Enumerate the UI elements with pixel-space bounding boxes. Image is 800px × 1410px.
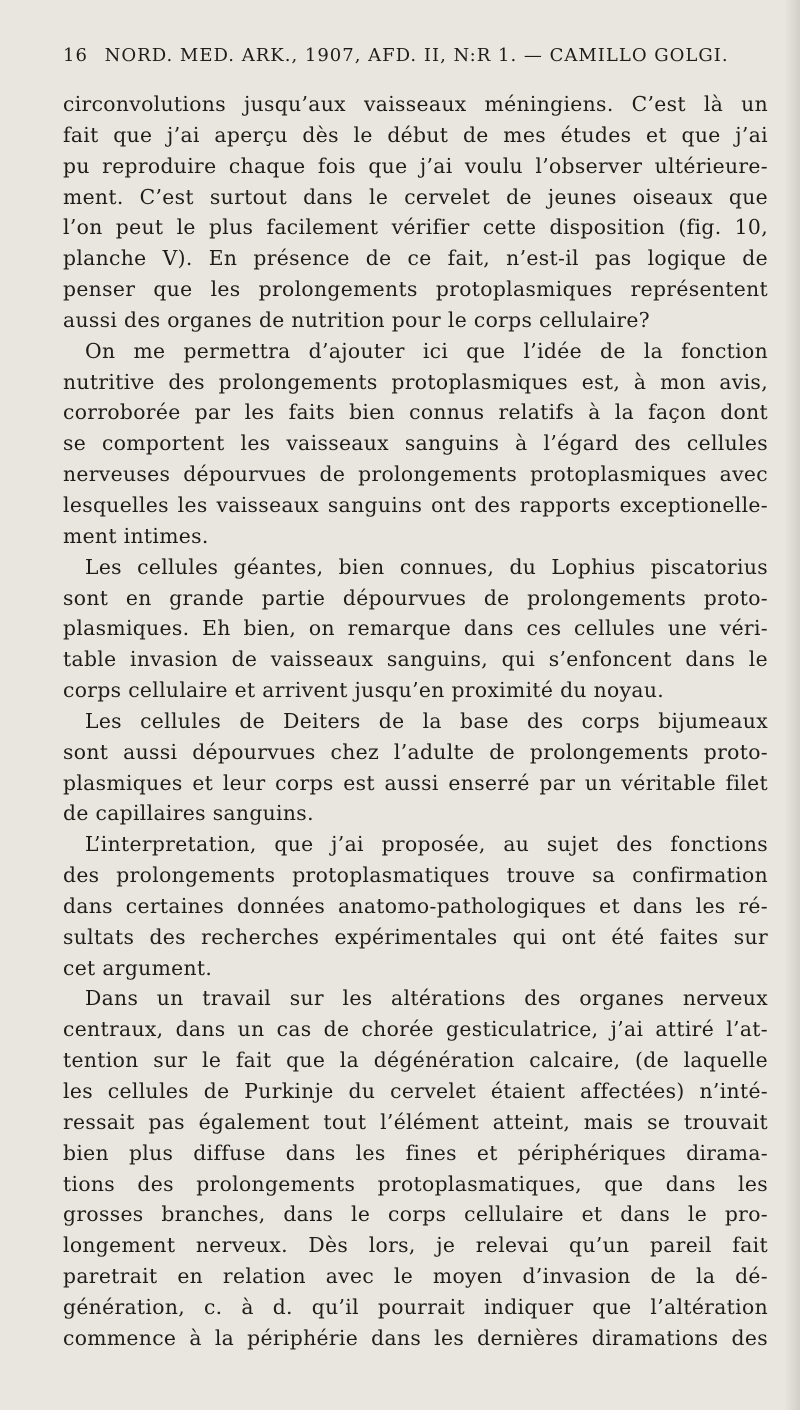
text-line: l’on peut le plus facilement vérifier cette disposition (fig. 10, — [63, 215, 768, 240]
text-line: de capillaires sanguins. — [63, 801, 314, 826]
text-line: des prolongements protoplasmatiques trouve sa confirmation — [63, 863, 768, 888]
text-line: sont en grande partie dépourvues de prolongements proto- — [63, 585, 768, 610]
text-line: circonvolutions jusqu’aux vaisseaux méningiens. C’est là un — [63, 92, 768, 116]
text-line: L’interpretation, que j’ai proposée, au sujet des fonctions — [85, 832, 768, 857]
text-line: On me permettra d’ajouter ici que l’idée de la fonction — [85, 338, 768, 363]
text-line: Les cellules géantes, bien connues, du Lophius piscatorius — [85, 554, 768, 579]
body-text — [63, 89, 768, 1354]
text-line: ment. C’est surtout dans le cervelet de jeunes oiseaux que — [63, 184, 768, 209]
text-line: aussi des organes de nutrition pour le corps cellulaire? — [63, 307, 650, 332]
text-line: les cellules de Purkinje du cervelet étaient affectées) n’inté- — [63, 1079, 768, 1103]
text-line: corroborée par les faits bien connus relatifs à la façon dont — [63, 400, 768, 425]
text-line: sultats des recherches expérimentales qui ont été faites sur — [63, 924, 768, 949]
text-line: tions des prolongements protoplasmatiques, que dans les — [63, 1171, 768, 1196]
text-line: corps cellulaire et arrivent jusqu’en proximité du noyau. — [63, 678, 665, 703]
text-line: fait que j’ai aperçu dès le début de mes études et que j’ai — [63, 122, 768, 147]
page-shadow-edge — [784, 0, 800, 1410]
text-line: Dans un travail sur les altérations des organes nerveux — [85, 986, 768, 1011]
text-line: pu reproduire chaque fois que j’ai voulu l’observer ultérieure- — [63, 153, 768, 178]
text-line: génération, c. à d. qu’il pourrait indiquer que l’altération — [63, 1294, 768, 1319]
text-line: bien plus diffuse dans les fines et périphériques dirama- — [63, 1140, 768, 1165]
text-line: sont aussi dépourvues chez l’adulte de prolongements proto- — [63, 739, 768, 764]
text-line: ressait pas également tout l’élément atteint, mais se trouvait — [63, 1109, 768, 1134]
text-line: plasmiques et leur corps est aussi enserré par un véritable filet — [63, 770, 768, 795]
text-line: ment intimes. — [63, 523, 209, 548]
text-line: nerveuses dépourvues de prolongements protoplasmiques avec — [63, 462, 768, 487]
text-line: table invasion de vaisseaux sanguins, qui s’enfoncent dans le — [63, 647, 768, 672]
text-line: dans certaines données anatomo-pathologiques et dans les ré- — [63, 893, 768, 918]
text-line: longement nerveux. Dès lors, je relevai qu’un pareil fait — [63, 1233, 768, 1258]
text-line: plasmiques. Eh bien, on remarque dans ces cellules une véri- — [63, 616, 768, 641]
text-line: Les cellules de Deiters de la base des corps bijumeaux — [85, 708, 768, 733]
text-line: planche V). En présence de ce fait, n’est-il pas logique de — [63, 246, 768, 271]
page-number: 16 — [63, 45, 88, 66]
running-title: NORD. MED. ARK., 1907, AFD. II, N:R 1. — CAMILLO GOLGI. — [104, 45, 729, 66]
running-header — [63, 45, 763, 66]
text-line: commence à la périphérie dans les dernières diramations des — [63, 1325, 768, 1350]
text-line: tention sur le fait que la dégénération calcaire, (de laquelle — [63, 1048, 768, 1073]
text-line: centraux, dans un cas de chorée gesticulatrice, j’ai attiré l’at- — [63, 1017, 768, 1042]
text-line: nutritive des prolongements protoplasmiques est, à mon avis, — [63, 369, 768, 394]
text-line: paretrait en relation avec le moyen d’invasion de la dé- — [63, 1264, 768, 1289]
text-line: cet argument. — [63, 955, 213, 980]
text-line: grosses branches, dans le corps cellulaire et dans le pro- — [63, 1202, 768, 1227]
text-line: se comportent les vaisseaux sanguins à l’égard des cellules — [63, 431, 768, 456]
text-line: penser que les prolongements protoplasmiques représentent — [63, 277, 768, 302]
text-line: lesquelles les vaisseaux sanguins ont des rapports exceptionelle- — [63, 492, 768, 517]
